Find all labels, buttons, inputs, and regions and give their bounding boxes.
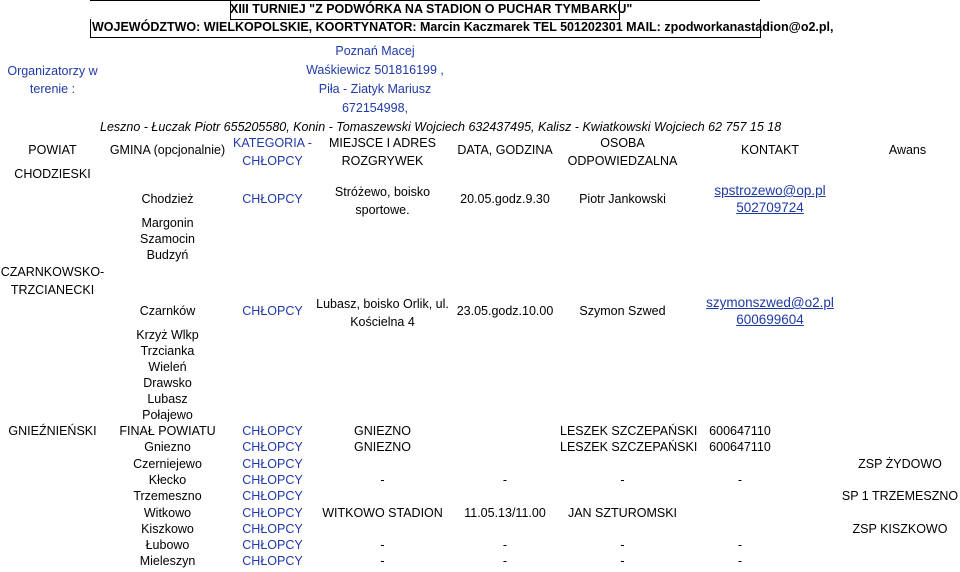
gniezno-row-0-osoba: LESZEK SZCZEPAŃSKI bbox=[560, 424, 698, 438]
col-osoba-2: ODPOWIEDZALNA bbox=[567, 154, 678, 168]
gniezno-row-5-data: 11.05.13/11.00 bbox=[464, 505, 546, 520]
phone-link-czarnkow[interactable]: 600699604 bbox=[736, 312, 804, 327]
email-link-czarnkow[interactable]: szymonszwed@o2.pl bbox=[706, 295, 834, 310]
gniezno-row-5-miejsce: WITKOWO STADION bbox=[322, 505, 443, 520]
gmina-czarnkow: Czarnków bbox=[139, 304, 196, 318]
gniezno-row-8-kontakt: - bbox=[737, 554, 743, 569]
powiat-czarnkowski bbox=[0, 263, 105, 299]
gniezno-row-7-data: - bbox=[502, 538, 508, 553]
gniezno-row-2-awans: ZSP ŻYDOWO bbox=[858, 456, 942, 471]
gmina-margonin: Margonin bbox=[141, 216, 194, 230]
phone-link-chodziez[interactable]: 502709724 bbox=[736, 200, 804, 215]
voivodeship-line: WOJEWÓDZTWO: WIELKOPOLSKIE, KOORTYNATOR: Marcin Kaczmarek TEL 501202301 MAIL: zpodworkanastadion@o2.pl, bbox=[92, 20, 834, 34]
gniezno-row-0-kontakt: 600647110 bbox=[709, 424, 771, 438]
gniezno-row-3-kontakt: - bbox=[737, 472, 743, 487]
organizer-line-3: Piła - Ziatyk Mariusz bbox=[318, 82, 432, 96]
gmina-lubasz: Lubasz bbox=[147, 392, 188, 406]
organizers-line-regions: Leszno - Łuczak Piotr 655205580, Konin - Tomaszewski Wojciech 632437495, Kalisz - Kwiatkowski Wojciech 62 757 15 18 bbox=[100, 120, 782, 134]
email-link-chodziez[interactable]: spstrozewo@op.pl bbox=[714, 183, 826, 198]
tournament-title: XIII TURNIEJ "Z PODWÓRKA NA STADION O PUCHAR TYMBARKU" bbox=[230, 2, 633, 16]
gniezno-row-1-osoba: LESZEK SZCZEPAŃSKI bbox=[560, 440, 698, 455]
gmina-polajewo: Połajewo bbox=[142, 408, 193, 422]
col-gmina: GMINA (opcjonalnie) bbox=[109, 143, 226, 157]
kategoria-chodziez: CHŁOPCY bbox=[242, 192, 303, 206]
miejsce-chodziez-1: Stróżewo, boisko bbox=[334, 185, 431, 199]
gniezno-row-8-kat: CHŁOPCY bbox=[242, 554, 303, 569]
miejsce-czarnkow-2: Kościelna 4 bbox=[350, 315, 415, 329]
gniezno-row-8-data: - bbox=[502, 554, 508, 569]
gmina-krzyz: Krzyż Wlkp bbox=[136, 328, 199, 342]
gniezno-row-7-kat: CHŁOPCY bbox=[242, 538, 303, 553]
organizers-label bbox=[0, 62, 105, 98]
col-osoba bbox=[560, 134, 685, 170]
col-kontakt: KONTAKT bbox=[740, 143, 800, 157]
organizers-list bbox=[300, 42, 450, 118]
gniezno-row-7-miejsce: - bbox=[380, 538, 385, 553]
gniezno-row-7-osoba: - bbox=[620, 538, 625, 553]
gmina-budzyn: Budzyń bbox=[146, 248, 189, 262]
col-osoba-1: OSOBA bbox=[600, 136, 645, 150]
gniezno-row-1-kontakt: 600647110 bbox=[709, 440, 771, 455]
col-powiat: POWIAT bbox=[28, 143, 77, 157]
gniezno-row-5-gmina: Witkowo bbox=[143, 505, 192, 520]
powiat-czarnkowski-1: CZARNKOWSKO- bbox=[0, 265, 105, 279]
powiat-chodzieski: CHODZIESKI bbox=[14, 167, 91, 181]
gniezno-row-8-osoba: - bbox=[620, 554, 625, 569]
gniezno-row-4-awans: SP 1 TRZEMESZNO bbox=[841, 489, 959, 504]
col-miejsce-1: MIEJSCE I ADRES bbox=[329, 136, 436, 150]
gniezno-row-7-gmina: Łubowo bbox=[145, 538, 190, 553]
gniezno-row-2-gmina: Czerniejewo bbox=[133, 456, 202, 471]
organizer-line-2: Waśkiewicz 501816199 , bbox=[306, 63, 444, 77]
gmina-chodziez: Chodzież bbox=[141, 192, 194, 206]
osoba-chodziez: Piotr Jankowski bbox=[579, 192, 666, 206]
gniezno-row-3-kat: CHŁOPCY bbox=[242, 472, 303, 487]
gniezno-row-1-gmina: Gniezno bbox=[144, 440, 191, 455]
miejsce-chodziez bbox=[315, 183, 450, 219]
gmina-drawsko: Drawsko bbox=[143, 376, 192, 390]
gniezno-row-7-kontakt: - bbox=[737, 538, 743, 553]
gniezno-row-4-kat: CHŁOPCY bbox=[242, 489, 303, 504]
gniezno-row-6-kat: CHŁOPCY bbox=[242, 521, 303, 536]
gmina-wielen: Wieleń bbox=[148, 360, 187, 374]
gniezno-row-3-osoba: - bbox=[620, 472, 625, 487]
kontakt-czarnkow bbox=[685, 294, 855, 328]
gniezno-row-3-data: - bbox=[502, 472, 508, 487]
gniezno-row-0-miejsce: GNIEZNO bbox=[354, 424, 411, 438]
organizers-label-2: terenie : bbox=[29, 82, 76, 96]
gniezno-row-3-miejsce: - bbox=[380, 472, 385, 487]
gniezno-row-1-kat: CHŁOPCY bbox=[242, 440, 303, 455]
gniezno-row-6-awans: ZSP KISZKOWO bbox=[852, 521, 948, 536]
powiat-czarnkowski-2: TRZCIANECKI bbox=[10, 283, 95, 297]
organizer-line-1: Poznań Macej bbox=[335, 44, 415, 58]
organizers-label-1: Organizatorzy w bbox=[7, 64, 98, 78]
col-kategoria bbox=[230, 134, 315, 170]
kontakt-chodziez bbox=[685, 182, 855, 216]
col-miejsce-2: ROZGRYWEK bbox=[341, 154, 424, 168]
gmina-szamocin: Szamocin bbox=[140, 232, 195, 246]
gmina-trzcianka: Trzcianka bbox=[140, 344, 195, 358]
organizer-line-4: 672154998, bbox=[341, 101, 409, 115]
col-kategoria-2: CHŁOPCY bbox=[242, 154, 303, 168]
miejsce-chodziez-2: sportowe. bbox=[355, 203, 410, 217]
gniezno-row-3-gmina: Kłecko bbox=[148, 472, 187, 487]
col-miejsce bbox=[315, 134, 450, 170]
osoba-czarnkow: Szymon Szwed bbox=[579, 304, 666, 318]
miejsce-czarnkow bbox=[310, 295, 455, 331]
gniezno-row-8-miejsce: - bbox=[380, 554, 385, 569]
gniezno-row-6-gmina: Kiszkowo bbox=[141, 521, 194, 536]
gniezno-row-0-kat: CHŁOPCY bbox=[242, 424, 303, 438]
miejsce-czarnkow-1: Lubasz, boisko Orlik, ul. bbox=[316, 297, 449, 311]
gniezno-row-5-osoba: JAN SZTUROMSKI bbox=[567, 505, 678, 520]
data-czarnkow: 23.05.godz.10.00 bbox=[456, 304, 554, 318]
gniezno-row-2-kat: CHŁOPCY bbox=[242, 456, 303, 471]
powiat-gnieznienski: GNIEŹNIEŃSKI bbox=[8, 424, 97, 438]
col-awans: Awans bbox=[888, 143, 927, 157]
gniezno-row-8-gmina: Mieleszyn bbox=[139, 554, 196, 569]
col-kategoria-1: KATEGORIA - bbox=[233, 136, 312, 150]
data-chodziez: 20.05.godz.9.30 bbox=[460, 192, 550, 206]
col-data: DATA, GODZINA bbox=[457, 143, 553, 157]
gniezno-row-4-gmina: Trzemeszno bbox=[133, 489, 202, 504]
gniezno-row-0-gmina: FINAŁ POWIATU bbox=[119, 424, 216, 438]
kategoria-czarnkow: CHŁOPCY bbox=[242, 304, 303, 318]
gniezno-row-1-miejsce: GNIEZNO bbox=[354, 440, 411, 455]
gniezno-row-5-kat: CHŁOPCY bbox=[242, 505, 303, 520]
